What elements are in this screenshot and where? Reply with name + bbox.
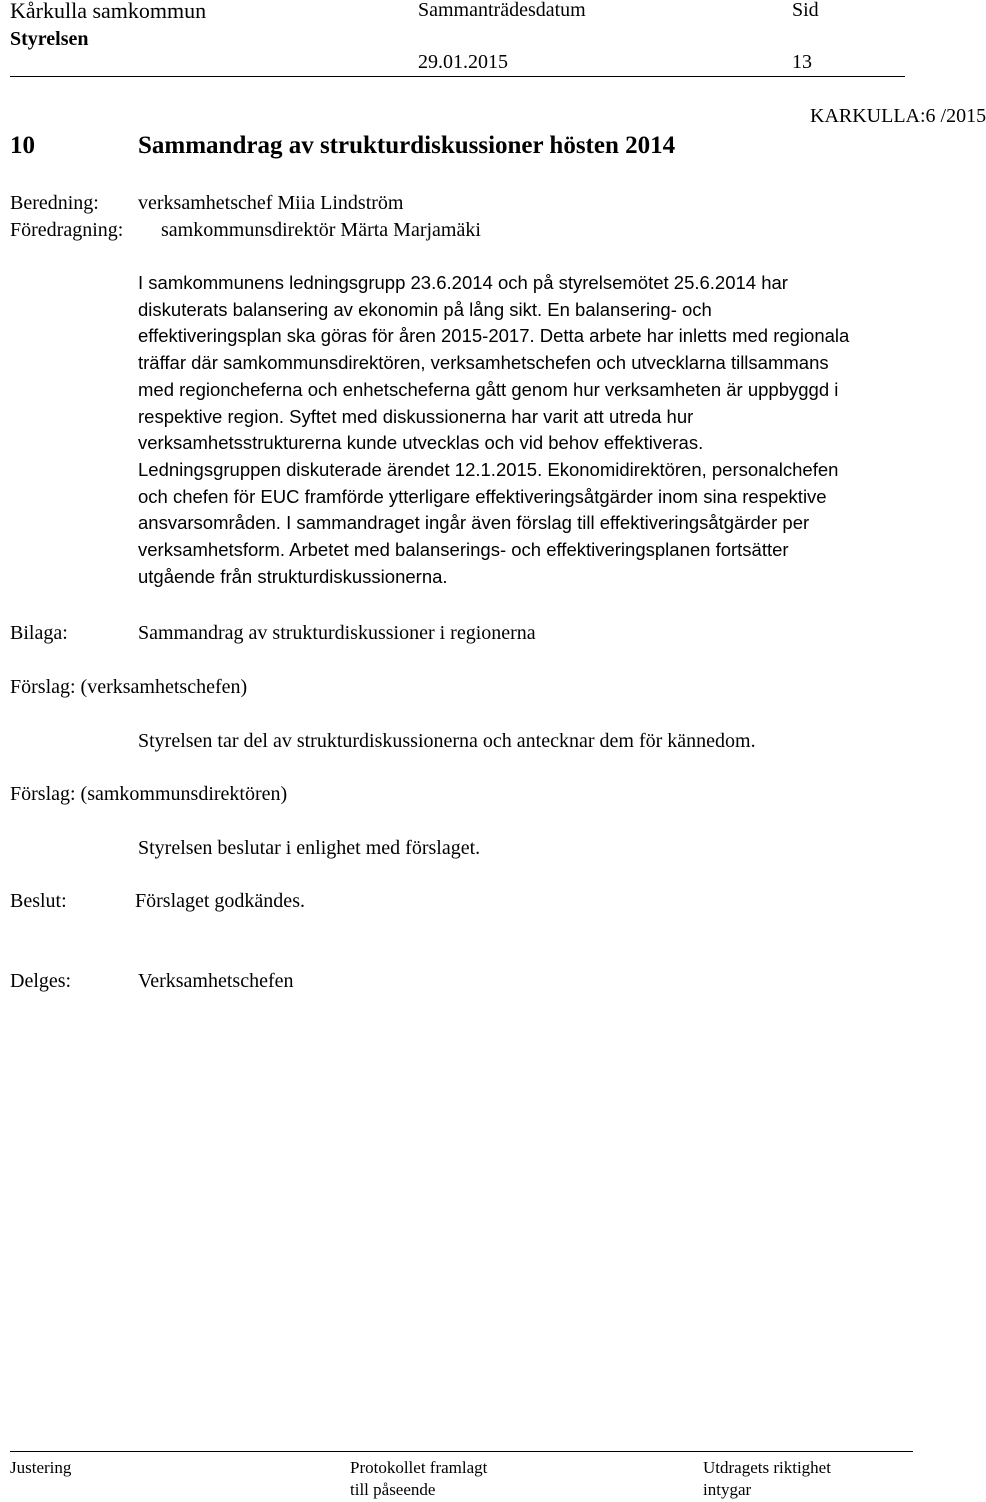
body-paragraph (138, 270, 849, 590)
header-rule (10, 76, 905, 77)
body-line: utgående från strukturdiskussionerna. (138, 565, 448, 587)
preparation-label: Beredning: (10, 192, 99, 214)
decision-label: Beslut: (10, 890, 67, 912)
decision-value: Förslaget godkändes. (135, 890, 305, 912)
proposal-2-label: Förslag: (samkommunsdirektören) (10, 783, 288, 805)
meeting-date-label: Sammanträdesdatum (418, 0, 586, 21)
board-name: Styrelsen (10, 28, 89, 50)
footer-protocol-line2: till påseende (350, 1480, 436, 1499)
organization-name: Kårkulla samkommun (10, 0, 207, 23)
attachment-value: Sammandrag av strukturdiskussioner i regionerna (138, 622, 536, 644)
presentation-label: Föredragning: (10, 219, 124, 241)
attachment-label: Bilaga: (10, 622, 68, 644)
body-line: respektive region. Syftet med diskussionerna har varit att utreda hur (138, 405, 694, 427)
proposal-2-text: Styrelsen beslutar i enlighet med förslaget. (138, 837, 481, 859)
footer-protocol-line1: Protokollet framlagt (350, 1458, 488, 1477)
proposal-1-text: Styrelsen tar del av strukturdiskussionerna och antecknar dem för kännedom. (138, 730, 756, 752)
body-line: verksamhetsstrukturerna kunde utvecklas och vid behov effektiveras. (138, 432, 704, 454)
page-number: 13 (792, 51, 812, 73)
body-line: med regioncheferna och enhetscheferna gått genom hur verksamheten är uppbyggd i (138, 378, 839, 400)
body-line: träffar där samkommunsdirektören, verksamhetschefen och utvecklarna tillsammans (138, 352, 829, 374)
body-line: ansvarsområden. I sammandraget ingår även förslag till effektiveringsåtgärder per (138, 512, 810, 534)
item-title: Sammandrag av strukturdiskussioner hösten 2014 (138, 132, 676, 159)
item-number: 10 (10, 132, 35, 159)
body-line: Ledningsgruppen diskuterade ärendet 12.1.2015. Ekonomidirektören, personalchefen (138, 458, 839, 480)
body-line: diskuterats balansering av ekonomin på lång sikt. En balansering- och (138, 298, 712, 320)
distribution-value: Verksamhetschefen (138, 970, 294, 992)
footer-rule (10, 1451, 913, 1452)
proposal-1-label: Förslag: (verksamhetschefen) (10, 676, 248, 698)
body-line: och chefen för EUC framförde ytterligare effektiveringsåtgärder inom sina respektive (138, 485, 827, 507)
distribution-label: Delges: (10, 970, 72, 992)
body-line: verksamhetsform. Arbetet med balanserings- och effektiveringsplanen fortsätter (138, 539, 789, 561)
case-reference: KARKULLA:6 /2015 (810, 105, 986, 127)
body-line: effektiveringsplan ska göras för åren 2015-2017. Detta arbete har inletts med regionala (138, 325, 850, 347)
preparation-value: verksamhetschef Miia Lindström (138, 192, 404, 214)
page-label: Sid (792, 0, 819, 21)
presentation-value: samkommunsdirektör Märta Marjamäki (161, 219, 481, 241)
body-line: I samkommunens ledningsgrupp 23.6.2014 och på styrelsemötet 25.6.2014 har (138, 272, 788, 293)
footer-certify-line2: intygar (703, 1480, 752, 1499)
footer-adjustment: Justering (10, 1458, 72, 1477)
footer-certify-line1: Utdragets riktighet (703, 1458, 831, 1477)
meeting-date: 29.01.2015 (418, 51, 508, 73)
